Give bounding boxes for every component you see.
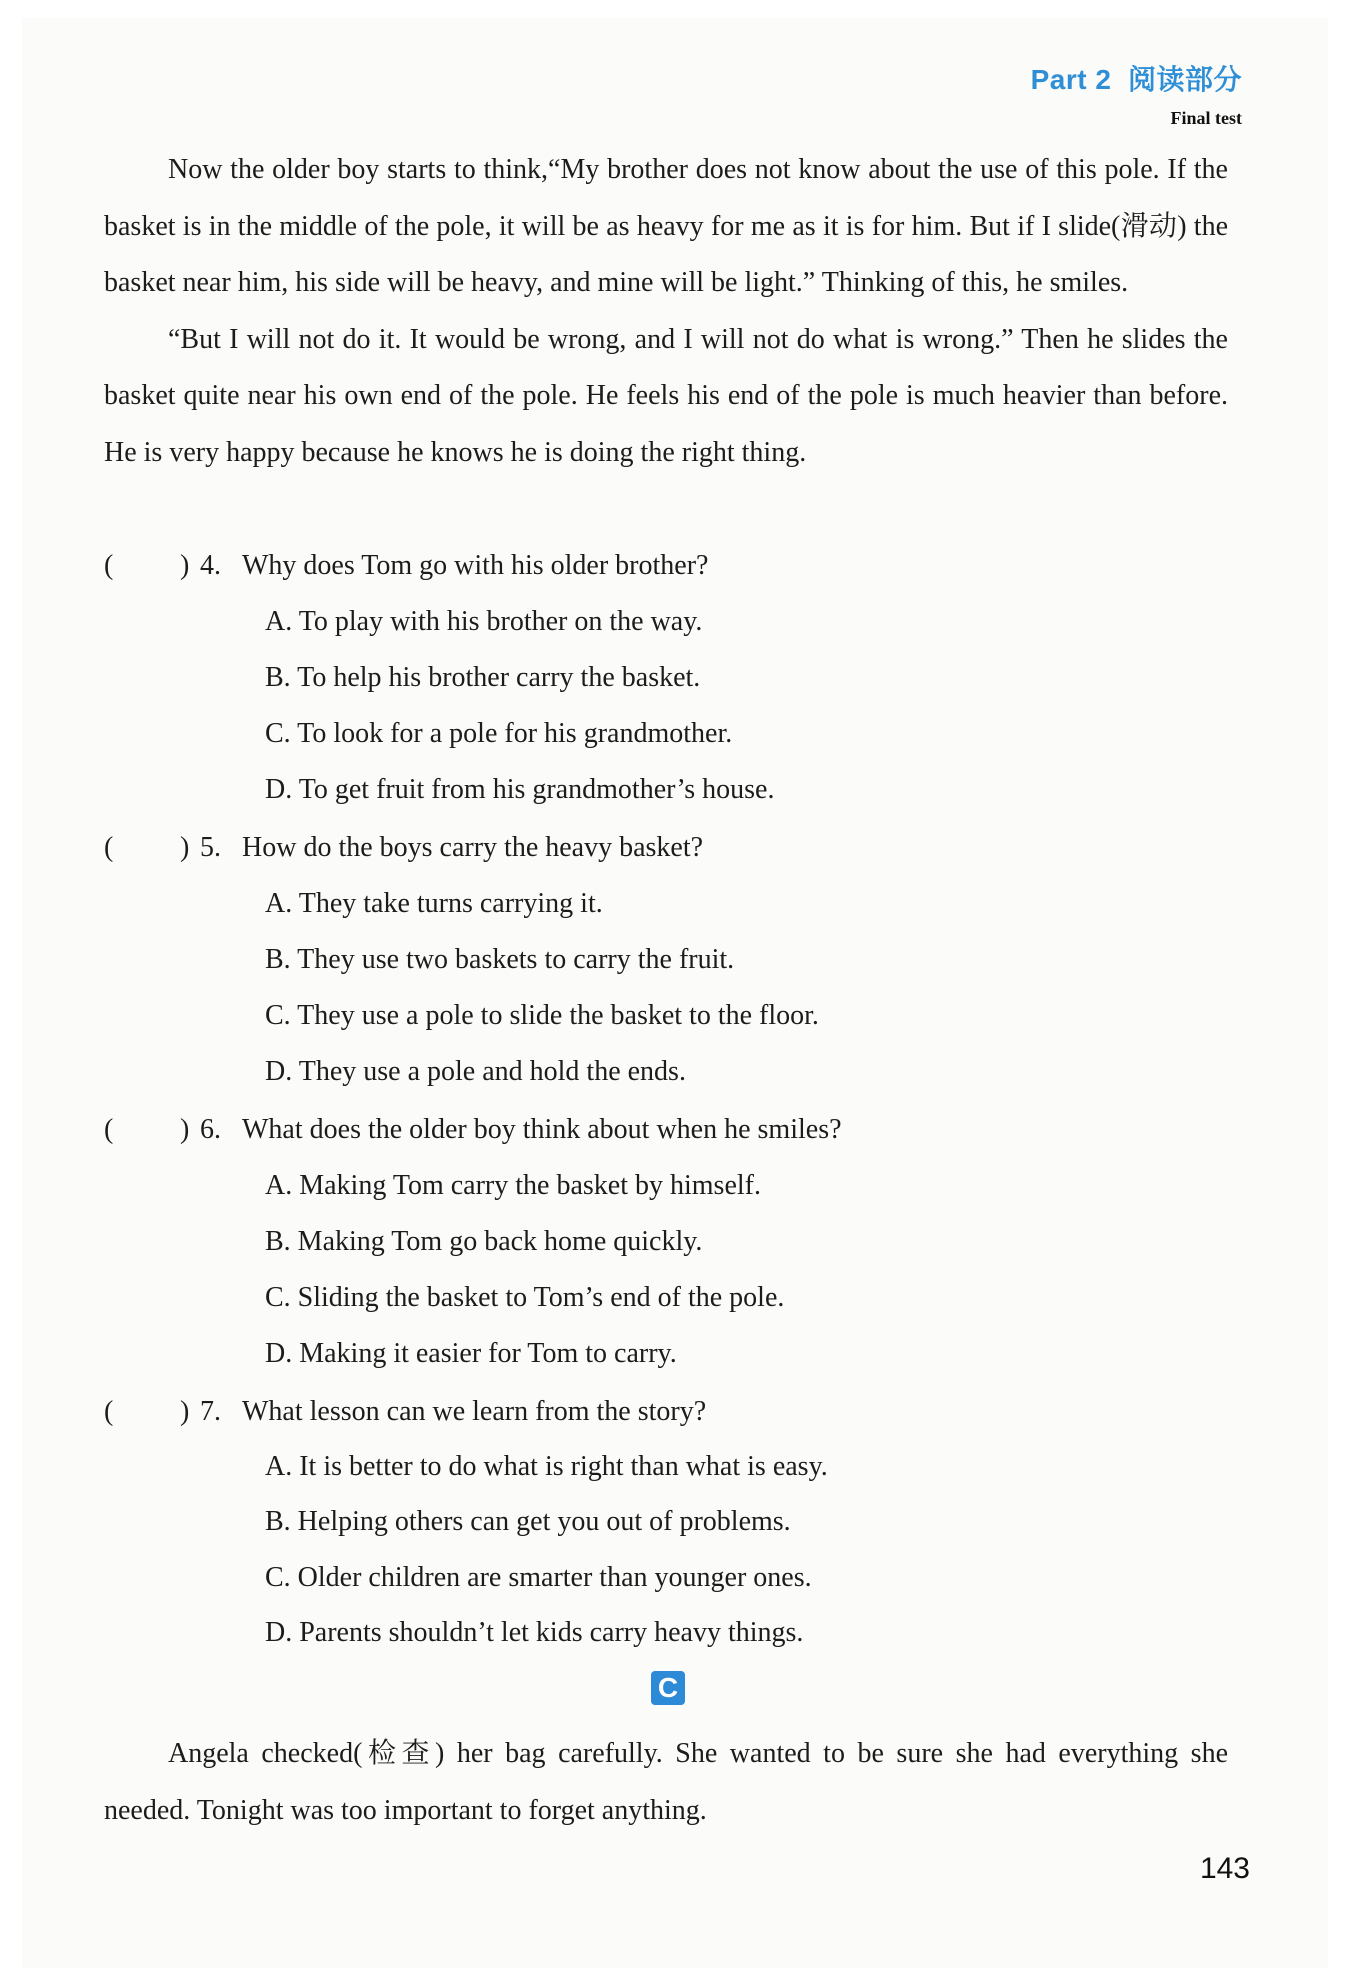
- option-d: D. They use a pole and hold the ends.: [265, 1056, 686, 1087]
- question-number: 7.: [200, 1396, 221, 1427]
- option-b: B. They use two baskets to carry the fruit.: [265, 944, 735, 975]
- answer-paren-close: ): [180, 1396, 190, 1427]
- answer-paren-open: (: [104, 550, 114, 581]
- option-a: A. It is better to do what is right than what is easy.: [265, 1451, 828, 1482]
- answer-paren-open: (: [104, 1396, 114, 1427]
- test-subtitle: Final test: [1170, 108, 1242, 128]
- option-d: D. To get fruit from his grandmother’s house.: [265, 774, 775, 805]
- option-b: B. To help his brother carry the basket.: [265, 662, 701, 693]
- section-label: 阅读部分: [1127, 64, 1242, 95]
- option-c: C. Sliding the basket to Tom’s end of the pole.: [265, 1282, 785, 1313]
- option-c: C. To look for a pole for his grandmother.: [265, 718, 733, 749]
- question-4: [104, 546, 708, 586]
- section-c-badge: C: [651, 1671, 685, 1705]
- option-a: A. To play with his brother on the way.: [265, 606, 703, 637]
- option-a: A. Making Tom carry the basket by himself.: [265, 1170, 761, 1201]
- option-b: B. Helping others can get you out of problems.: [265, 1506, 791, 1537]
- question-text: How do the boys carry the heavy basket?: [242, 832, 704, 863]
- answer-paren-open: (: [104, 1114, 114, 1145]
- option-c: C. Older children are smarter than younger ones.: [265, 1562, 812, 1593]
- passage-paragraph: “But I will not do it. It would be wrong, and I will not do what is wrong.” Then he slides the basket quite near his own end of the pole. He feels his end of the pole is much heavier than before. He is very happy because he knows he is doing the right thing.: [104, 323, 1228, 468]
- question-text: What does the older boy think about when he smiles?: [242, 1114, 842, 1145]
- question-number: 6.: [200, 1114, 221, 1145]
- question-5: [104, 828, 703, 868]
- part-title: [1031, 58, 1242, 98]
- answer-paren-close: ): [180, 832, 190, 863]
- passage-paragraph: Angela checked(检查) her bag carefully. She wanted to be sure she had everything she needed. Tonight was too important to forget anything.: [104, 1738, 1228, 1826]
- question-7: [104, 1392, 706, 1432]
- passage-paragraph: Now the older boy starts to think,“My brother does not know about the use of this pole. If the basket is in the middle of the pole, it will be as heavy for me as it is for him. But if I slide(滑动) the basket near him, his side will be heavy, and mine will be light.” Thinking of this, he smiles.: [104, 154, 1228, 298]
- page-number: 143: [1199, 1852, 1250, 1885]
- option-d: D. Parents shouldn’t let kids carry heavy things.: [265, 1617, 804, 1648]
- question-6: [104, 1110, 842, 1150]
- question-text: Why does Tom go with his older brother?: [242, 550, 709, 581]
- option-c: C. They use a pole to slide the basket to the floor.: [265, 1000, 819, 1031]
- answer-paren-close: ): [180, 550, 190, 581]
- option-b: B. Making Tom go back home quickly.: [265, 1226, 703, 1257]
- passage-c: [104, 1726, 1228, 1839]
- passage-b: [104, 142, 1228, 481]
- question-number: 4.: [200, 550, 221, 581]
- option-d: D. Making it easier for Tom to carry.: [265, 1338, 677, 1369]
- answer-paren-close: ): [180, 1114, 190, 1145]
- part-label: Part 2: [1030, 64, 1112, 95]
- answer-paren-open: (: [104, 832, 114, 863]
- option-a: A. They take turns carrying it.: [265, 888, 603, 919]
- page-header: [1031, 58, 1242, 129]
- question-number: 5.: [200, 832, 221, 863]
- question-text: What lesson can we learn from the story?: [242, 1396, 707, 1427]
